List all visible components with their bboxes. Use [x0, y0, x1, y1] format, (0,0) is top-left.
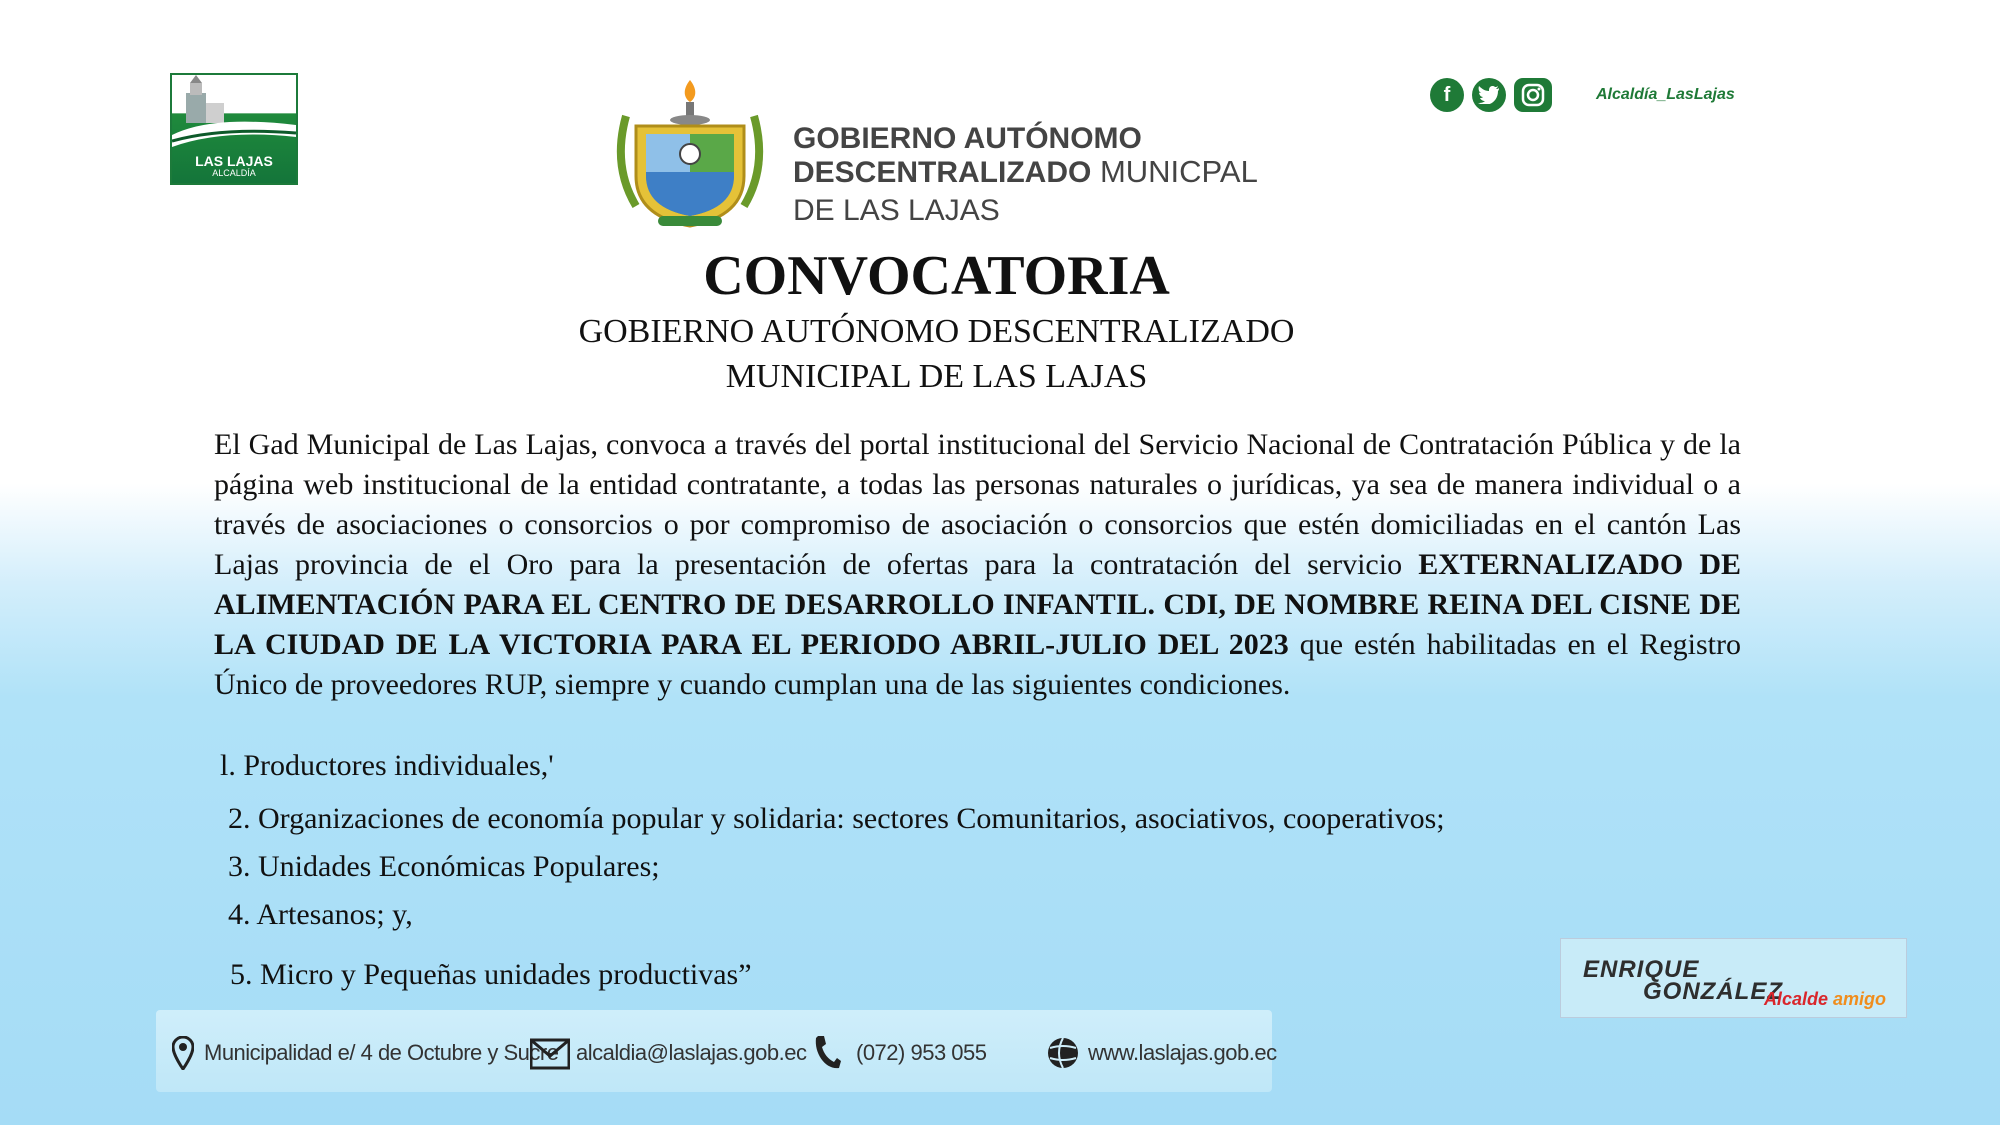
page-subtitle — [0, 309, 1873, 399]
condition-item-1: l. Productores individuales,' — [220, 749, 554, 782]
gad-line-3: DE LAS LAJAS — [793, 194, 1000, 227]
alcalde-tag-a: Alcalde — [1763, 989, 1828, 1009]
footer-web[interactable] — [1046, 1036, 1277, 1070]
footer-email-text[interactable]: alcaldia@laslajas.gob.ec — [576, 1040, 807, 1065]
footer-address — [172, 1036, 558, 1070]
alcalde-badge — [1560, 938, 1907, 1018]
facebook-icon[interactable]: f — [1430, 78, 1464, 112]
location-pin-icon — [172, 1036, 194, 1070]
condition-item-4: 4. Artesanos; y, — [228, 898, 413, 931]
alcaldia-logo — [170, 73, 298, 185]
logo-label-sub: ALCALDÍA — [212, 168, 256, 178]
footer-phone-text[interactable]: (072) 953 055 — [856, 1040, 987, 1065]
gad-line-2-normal: MUNICPAL — [1091, 154, 1258, 189]
alcalde-name-line-2: GONZÁLEZ — [1643, 978, 1783, 1005]
footer-web-text[interactable]: www.laslajas.gob.ec — [1088, 1040, 1277, 1065]
body-service-name: EXTERNALIZADO DE ALIMENTACIÓN PARA EL CENTRO DE DESARROLLO INFANTIL. CDI, DE NOMBRE REINA DEL CISNE DE LA CIUDAD DE LA VICTORIA PARA EL PERIODO ABRIL-JULIO DEL 2023 — [214, 548, 1742, 661]
alcalde-tag-b: amigo — [1832, 989, 1886, 1009]
alcalde-name-line-1: ENRIQUE — [1583, 956, 1700, 983]
gad-line-1: GOBIERNO AUTÓNOMO — [793, 122, 1142, 155]
condition-item-5: 5. Micro y Pequeñas unidades productivas” — [230, 958, 752, 991]
phone-icon — [812, 1034, 842, 1072]
condition-item-3: 3. Unidades Económicas Populares; — [228, 850, 660, 883]
footer-phone[interactable] — [812, 1036, 987, 1070]
globe-icon — [1046, 1036, 1080, 1070]
condition-item-2: 2. Organizaciones de economía popular y solidaria: sectores Comunitarios, asociativos, cooperativos; — [228, 802, 1445, 835]
municipal-crest-icon — [606, 76, 774, 232]
body-paragraph — [214, 425, 1741, 705]
twitter-icon[interactable] — [1472, 78, 1506, 112]
footer-email[interactable] — [530, 1036, 806, 1070]
alcalde-tagline — [1764, 989, 1886, 1010]
footer-address-text: Municipalidad e/ 4 de Octubre y Sucre — [204, 1040, 559, 1065]
subtitle-line-2: MUNICIPAL DE LAS LAJAS — [725, 358, 1148, 395]
social-handle[interactable]: Alcaldía_LasLajas — [1596, 86, 1735, 103]
mail-icon — [530, 1036, 570, 1070]
body-intro: El Gad Municipal de Las Lajas, convoca a través del portal institucional del Servicio Nacional de Contratación Pública y de la página web institucional de la entidad contratante, a todas las personas naturales o jurídicas, ya sea de manera individual o a través de asociaciones o consorcios o por compromiso de asociación o consorcios que estén domiciliadas en el cantón Las Lajas provincia de el Oro para la presentación de ofertas para la contratación del servicio — [214, 428, 1741, 581]
logo-label-main: LAS LAJAS — [195, 153, 273, 169]
gad-line-2-bold: DESCENTRALIZADO — [793, 156, 1092, 189]
gad-header — [793, 122, 1258, 227]
subtitle-line-1: GOBIERNO AUTÓNOMO DESCENTRALIZADO — [578, 313, 1295, 350]
alcalde-name — [1583, 956, 1783, 1005]
gad-line-2 — [793, 155, 1258, 194]
page-title: CONVOCATORIA — [703, 245, 1170, 307]
body-end: que estén habilitadas en el Registro Único de proveedores RUP, siempre y cuando cumplan una de las siguientes condiciones. — [214, 628, 1742, 701]
instagram-icon[interactable] — [1514, 78, 1552, 112]
contact-footer — [156, 1010, 1277, 1092]
social-bar — [1430, 78, 1735, 112]
